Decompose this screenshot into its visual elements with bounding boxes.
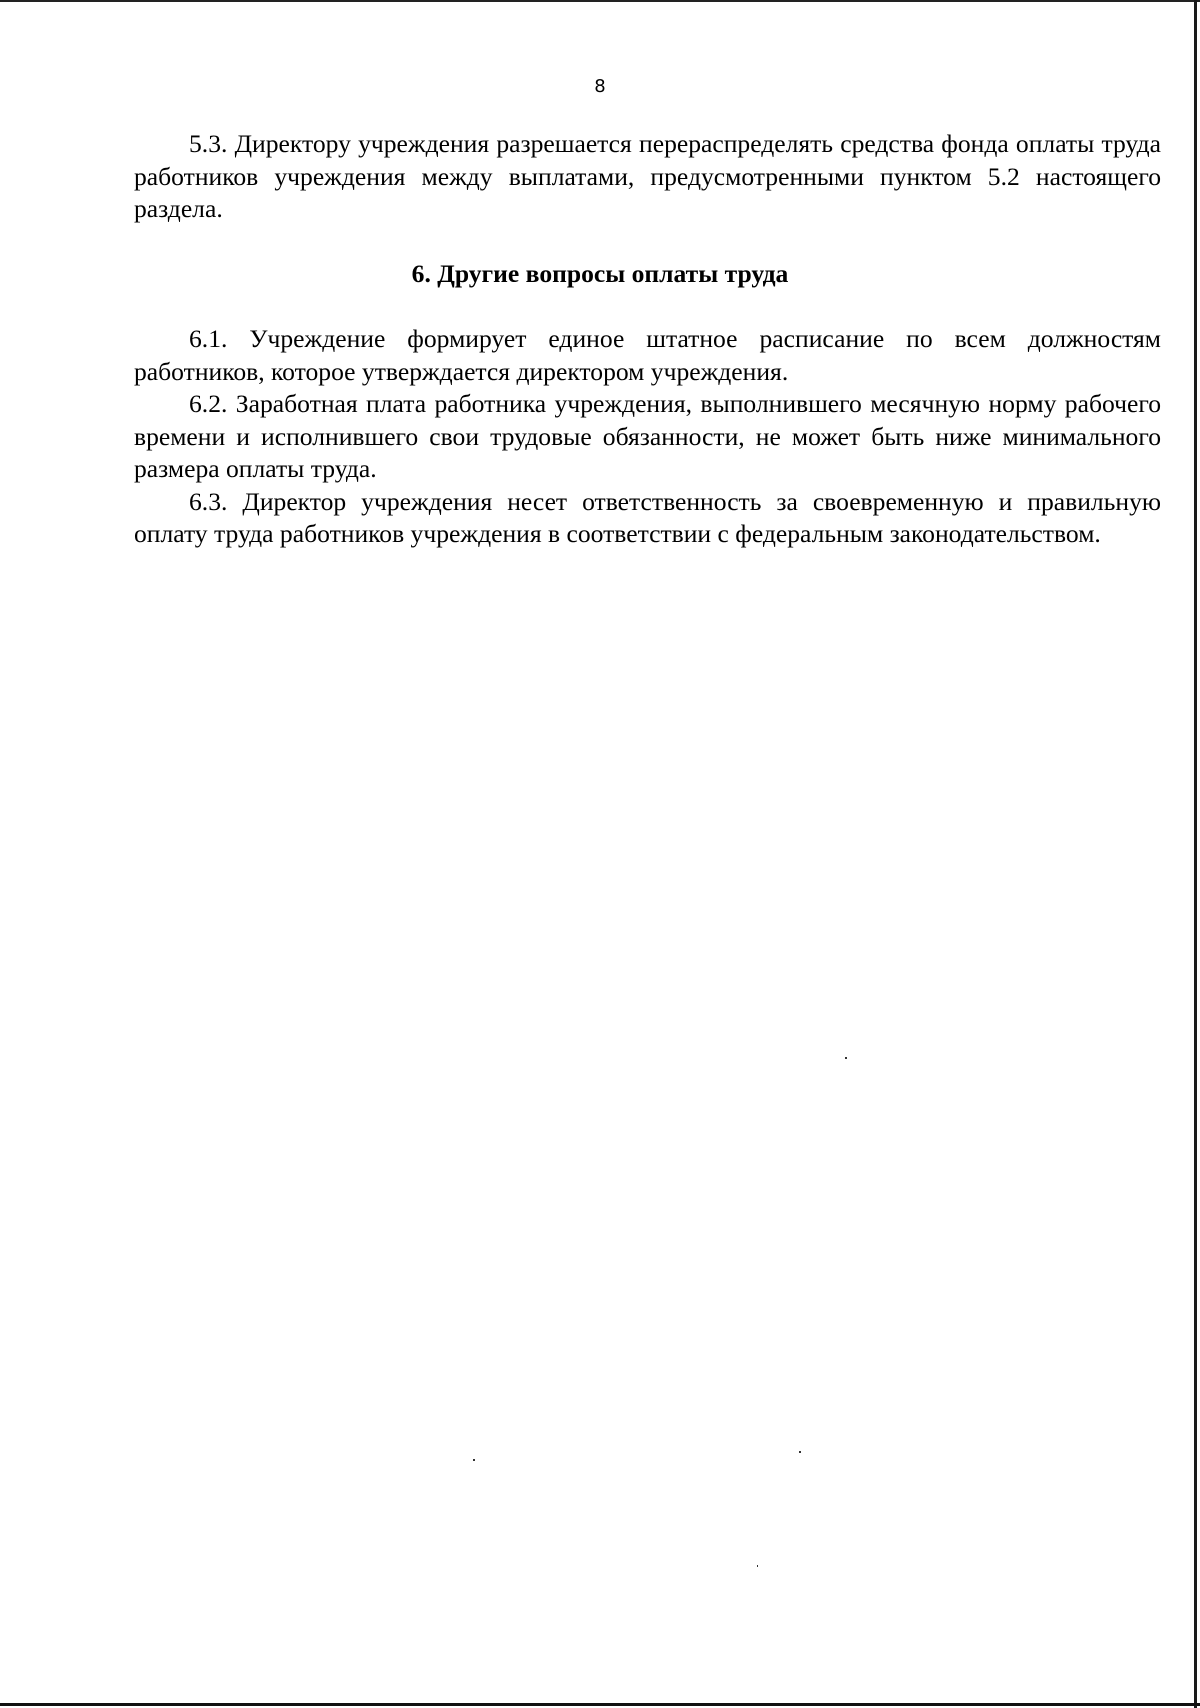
section-6-heading: 6. Другие вопросы оплаты труда bbox=[411, 259, 789, 288]
scan-bottom-edge bbox=[0, 1703, 1200, 1706]
section-5-block bbox=[134, 128, 1161, 226]
paragraph-6-3: 6.3. Директор учреждения несет ответственность за своевременную и правильную оплату труда работников учреждения в соответствии с федеральным законодательством. bbox=[134, 486, 1161, 548]
scan-speck bbox=[757, 1565, 758, 1567]
page-number: 8 bbox=[594, 76, 606, 97]
section-6-block bbox=[134, 323, 1161, 551]
paragraph-6-1: 6.1. Учреждение формирует единое штатное расписание по всем должностям работников, которое утверждается директором учреждения. bbox=[134, 324, 1161, 386]
scan-speck bbox=[845, 1057, 847, 1059]
paragraph-6-2: 6.2. Заработная плата работника учреждения, выполнившего месячную норму рабочего времени и исполнившего свои трудовые обязанности, не может быть ниже минимального размера оплаты труда. bbox=[134, 389, 1161, 483]
scan-top-edge bbox=[0, 0, 1200, 2]
scan-right-edge bbox=[1194, 0, 1197, 1708]
scan-speck bbox=[799, 1451, 801, 1453]
scan-speck bbox=[473, 1459, 475, 1461]
paragraph-5-3: 5.3. Директору учреждения разрешается перераспределять средства фонда оплаты труда работников учреждения между выплатами, предусмотренными пунктом 5.2 настоящего раздела. bbox=[134, 129, 1161, 223]
